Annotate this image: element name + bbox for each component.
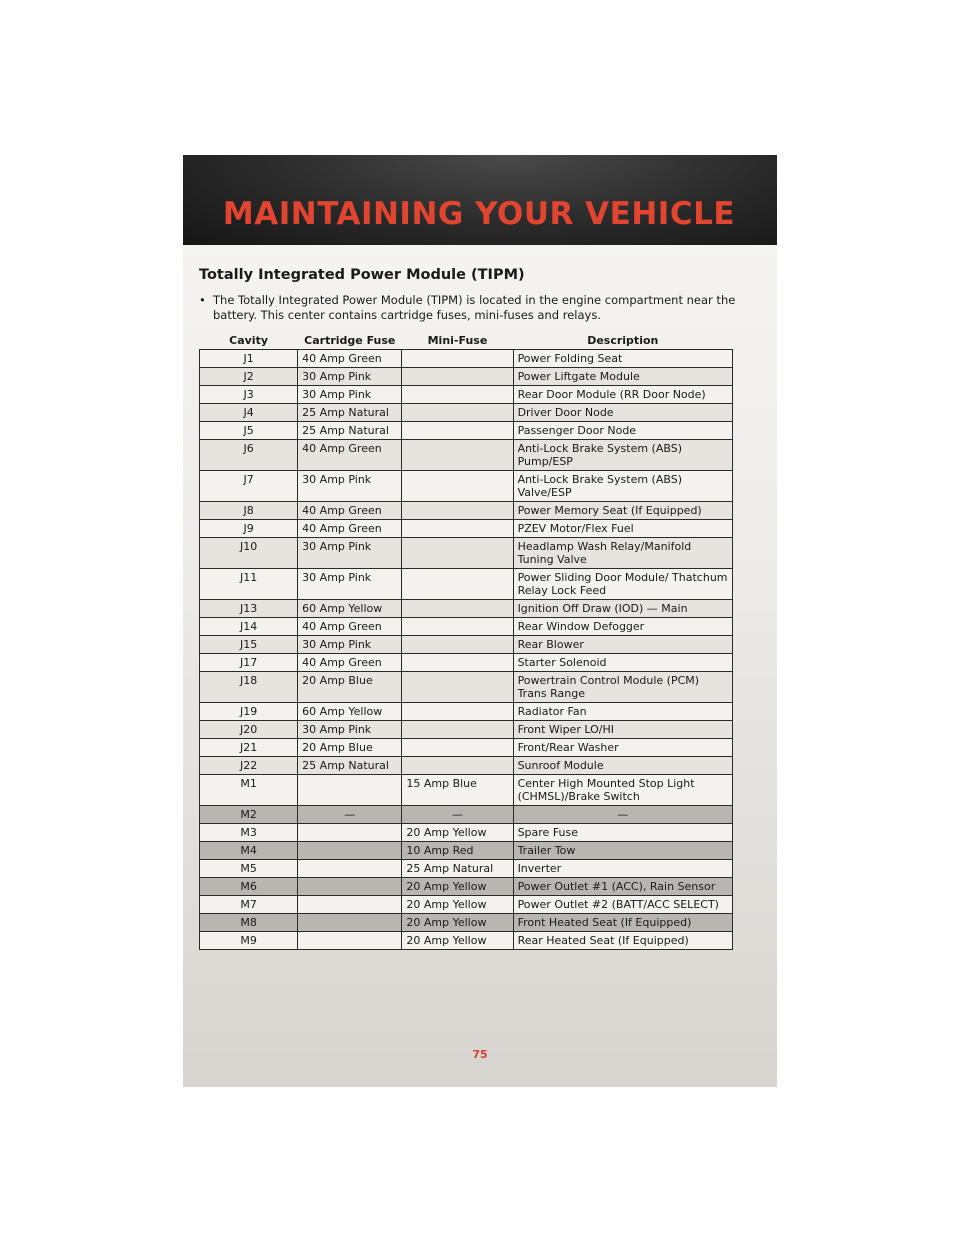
cavity-cell: J9: [200, 520, 298, 538]
table-row: [200, 368, 733, 386]
cartridge-fuse-cell: [298, 860, 402, 878]
cavity-cell: J14: [200, 618, 298, 636]
table-row: [200, 824, 733, 842]
table-row: [200, 502, 733, 520]
cartridge-fuse-cell: 30 Amp Pink: [298, 386, 402, 404]
cartridge-fuse-cell: —: [298, 806, 402, 824]
cavity-cell: J1: [200, 350, 298, 368]
mini-fuse-cell: [402, 739, 513, 757]
mini-fuse-cell: 20 Amp Yellow: [402, 896, 513, 914]
table-row: [200, 471, 733, 502]
cartridge-fuse-cell: 30 Amp Pink: [298, 471, 402, 502]
cartridge-fuse-cell: 30 Amp Pink: [298, 569, 402, 600]
cavity-cell: M1: [200, 775, 298, 806]
cavity-cell: J5: [200, 422, 298, 440]
description-cell: Power Folding Seat: [513, 350, 732, 368]
intro-paragraph: [199, 293, 739, 323]
description-cell: Anti-Lock Brake System (ABS) Pump/ESP: [513, 440, 732, 471]
description-cell: Starter Solenoid: [513, 654, 732, 672]
description-cell: Spare Fuse: [513, 824, 732, 842]
cartridge-fuse-cell: 40 Amp Green: [298, 520, 402, 538]
mini-fuse-cell: [402, 386, 513, 404]
table-row: [200, 538, 733, 569]
description-cell: Driver Door Node: [513, 404, 732, 422]
cavity-cell: M2: [200, 806, 298, 824]
fuse-table: [199, 331, 733, 950]
mini-fuse-cell: 20 Amp Yellow: [402, 824, 513, 842]
cavity-cell: M3: [200, 824, 298, 842]
mini-fuse-cell: 10 Amp Red: [402, 842, 513, 860]
mini-fuse-cell: 15 Amp Blue: [402, 775, 513, 806]
description-cell: Radiator Fan: [513, 703, 732, 721]
cartridge-fuse-cell: 30 Amp Pink: [298, 368, 402, 386]
mini-fuse-cell: 20 Amp Yellow: [402, 878, 513, 896]
mini-fuse-cell: [402, 350, 513, 368]
table-row: [200, 806, 733, 824]
cavity-cell: J10: [200, 538, 298, 569]
description-cell: Rear Window Defogger: [513, 618, 732, 636]
intro-text: The Totally Integrated Power Module (TIPM) is located in the engine compartment near the battery. This center contains cartridge fuses, mini-fuses and relays.: [213, 293, 736, 322]
mini-fuse-cell: [402, 721, 513, 739]
cartridge-fuse-cell: [298, 914, 402, 932]
cavity-cell: M5: [200, 860, 298, 878]
table-row: [200, 775, 733, 806]
table-row: [200, 757, 733, 775]
cavity-cell: J13: [200, 600, 298, 618]
table-row: [200, 386, 733, 404]
mini-fuse-cell: [402, 672, 513, 703]
table-row: [200, 404, 733, 422]
mini-fuse-cell: [402, 404, 513, 422]
description-cell: Power Liftgate Module: [513, 368, 732, 386]
mini-fuse-cell: [402, 569, 513, 600]
description-cell: Rear Blower: [513, 636, 732, 654]
description-cell: Headlamp Wash Relay/Manifold Tuning Valve: [513, 538, 732, 569]
table-row: [200, 703, 733, 721]
cavity-cell: J20: [200, 721, 298, 739]
mini-fuse-cell: 25 Amp Natural: [402, 860, 513, 878]
cartridge-fuse-cell: 60 Amp Yellow: [298, 600, 402, 618]
cavity-cell: J4: [200, 404, 298, 422]
mini-fuse-cell: [402, 757, 513, 775]
table-row: [200, 672, 733, 703]
cartridge-fuse-cell: 40 Amp Green: [298, 654, 402, 672]
mini-fuse-cell: [402, 654, 513, 672]
table-row: [200, 520, 733, 538]
page-header-title: MAINTAINING YOUR VEHICLE: [222, 196, 735, 232]
table-row: [200, 860, 733, 878]
description-cell: Powertrain Control Module (PCM) Trans Range: [513, 672, 732, 703]
cavity-cell: J8: [200, 502, 298, 520]
cavity-cell: J21: [200, 739, 298, 757]
description-cell: Power Outlet #1 (ACC), Rain Sensor: [513, 878, 732, 896]
cavity-cell: J6: [200, 440, 298, 471]
description-cell: Inverter: [513, 860, 732, 878]
mini-fuse-cell: [402, 422, 513, 440]
table-row: [200, 721, 733, 739]
cartridge-fuse-cell: 60 Amp Yellow: [298, 703, 402, 721]
description-cell: PZEV Motor/Flex Fuel: [513, 520, 732, 538]
description-cell: Front Heated Seat (If Equipped): [513, 914, 732, 932]
description-cell: Anti-Lock Brake System (ABS) Valve/ESP: [513, 471, 732, 502]
table-row: [200, 600, 733, 618]
mini-fuse-cell: [402, 502, 513, 520]
section-title: Totally Integrated Power Module (TIPM): [199, 267, 525, 283]
cavity-cell: J22: [200, 757, 298, 775]
cavity-cell: M4: [200, 842, 298, 860]
cavity-cell: J7: [200, 471, 298, 502]
header-cavity: Cavity: [229, 333, 269, 347]
mini-fuse-cell: [402, 471, 513, 502]
table-row: [200, 878, 733, 896]
description-cell: Power Sliding Door Module/ Thatchum Relay Lock Feed: [513, 569, 732, 600]
description-cell: Rear Door Module (RR Door Node): [513, 386, 732, 404]
cartridge-fuse-cell: 30 Amp Pink: [298, 538, 402, 569]
table-row: [200, 569, 733, 600]
mini-fuse-cell: [402, 618, 513, 636]
mini-fuse-cell: [402, 368, 513, 386]
table-row: [200, 739, 733, 757]
header-mini-fuse: Mini-Fuse: [427, 333, 488, 347]
cavity-cell: M7: [200, 896, 298, 914]
header-cartridge-fuse: Cartridge Fuse: [304, 333, 396, 347]
cartridge-fuse-cell: 25 Amp Natural: [298, 422, 402, 440]
description-cell: Sunroof Module: [513, 757, 732, 775]
mini-fuse-cell: [402, 440, 513, 471]
mini-fuse-cell: —: [402, 806, 513, 824]
table-row: [200, 422, 733, 440]
bullet-marker: •: [199, 293, 206, 307]
table-row: [200, 842, 733, 860]
mini-fuse-cell: [402, 600, 513, 618]
table-row: [200, 896, 733, 914]
cartridge-fuse-cell: [298, 878, 402, 896]
cartridge-fuse-cell: 40 Amp Green: [298, 618, 402, 636]
cavity-cell: J17: [200, 654, 298, 672]
cartridge-fuse-cell: [298, 775, 402, 806]
cartridge-fuse-cell: 30 Amp Pink: [298, 721, 402, 739]
cartridge-fuse-cell: 25 Amp Natural: [298, 757, 402, 775]
cavity-cell: M8: [200, 914, 298, 932]
table-header-row: [200, 331, 733, 350]
cavity-cell: J11: [200, 569, 298, 600]
description-cell: Passenger Door Node: [513, 422, 732, 440]
table-row: [200, 932, 733, 950]
description-cell: Front Wiper LO/HI: [513, 721, 732, 739]
cartridge-fuse-cell: 40 Amp Green: [298, 440, 402, 471]
table-row: [200, 618, 733, 636]
cartridge-fuse-cell: [298, 842, 402, 860]
cartridge-fuse-cell: 20 Amp Blue: [298, 672, 402, 703]
page-header-banner: [183, 155, 777, 245]
cavity-cell: J19: [200, 703, 298, 721]
fuse-table-body: [200, 350, 733, 950]
table-row: [200, 654, 733, 672]
mini-fuse-cell: 20 Amp Yellow: [402, 932, 513, 950]
description-cell: Center High Mounted Stop Light (CHMSL)/Brake Switch: [513, 775, 732, 806]
mini-fuse-cell: [402, 703, 513, 721]
cavity-cell: J3: [200, 386, 298, 404]
cartridge-fuse-cell: 20 Amp Blue: [298, 739, 402, 757]
description-cell: Trailer Tow: [513, 842, 732, 860]
mini-fuse-cell: [402, 520, 513, 538]
table-row: [200, 914, 733, 932]
mini-fuse-cell: [402, 636, 513, 654]
description-cell: Ignition Off Draw (IOD) — Main: [513, 600, 732, 618]
cartridge-fuse-cell: [298, 932, 402, 950]
mini-fuse-cell: 20 Amp Yellow: [402, 914, 513, 932]
mini-fuse-cell: [402, 538, 513, 569]
page-number: 75: [472, 1048, 488, 1061]
description-cell: Rear Heated Seat (If Equipped): [513, 932, 732, 950]
description-cell: —: [513, 806, 732, 824]
cavity-cell: M9: [200, 932, 298, 950]
header-description: Description: [587, 333, 659, 347]
manual-page: [183, 155, 777, 1087]
description-cell: Power Memory Seat (If Equipped): [513, 502, 732, 520]
cartridge-fuse-cell: 30 Amp Pink: [298, 636, 402, 654]
cartridge-fuse-cell: [298, 896, 402, 914]
table-row: [200, 350, 733, 368]
cartridge-fuse-cell: 25 Amp Natural: [298, 404, 402, 422]
table-row: [200, 636, 733, 654]
table-row: [200, 440, 733, 471]
cartridge-fuse-cell: [298, 824, 402, 842]
cavity-cell: J2: [200, 368, 298, 386]
description-cell: Front/Rear Washer: [513, 739, 732, 757]
cavity-cell: J18: [200, 672, 298, 703]
cavity-cell: J15: [200, 636, 298, 654]
cavity-cell: M6: [200, 878, 298, 896]
description-cell: Power Outlet #2 (BATT/ACC SELECT): [513, 896, 732, 914]
cartridge-fuse-cell: 40 Amp Green: [298, 502, 402, 520]
cartridge-fuse-cell: 40 Amp Green: [298, 350, 402, 368]
